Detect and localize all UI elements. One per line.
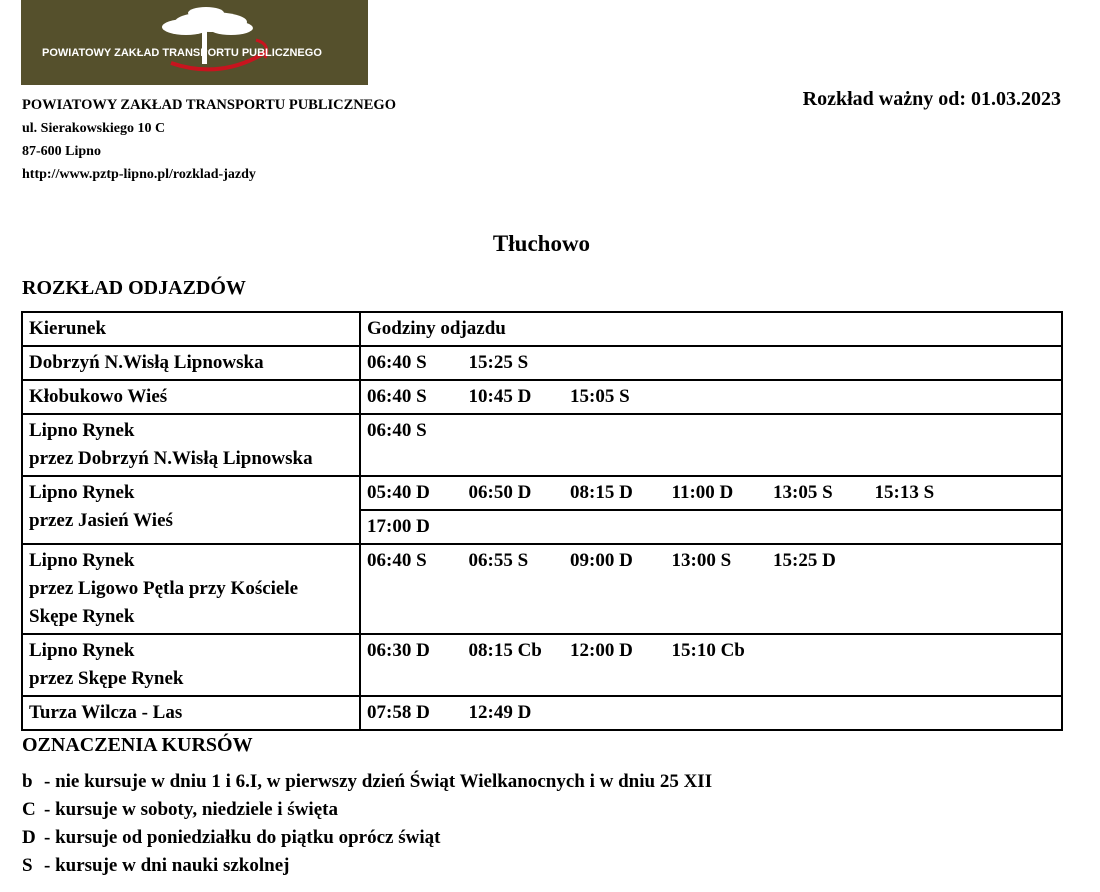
departure-time: 09:00 D bbox=[570, 550, 633, 571]
times-cell bbox=[360, 634, 1062, 696]
times-cell bbox=[360, 380, 1062, 414]
table-row bbox=[22, 544, 1062, 634]
legend-text: - nie kursuje w dniu 1 i 6.I, w pierwszy dzień Świąt Wielkanocnych i w dniu 25 XII bbox=[44, 771, 713, 792]
direction-line: przez Ligowo Pętla przy Kościele bbox=[29, 578, 299, 599]
legend-item bbox=[22, 824, 712, 852]
header-times: Godziny odjazdu bbox=[360, 312, 1062, 346]
direction-line: Dobrzyń N.Wisłą Lipnowska bbox=[29, 352, 264, 373]
legend-item bbox=[22, 768, 712, 796]
departure-time: 15:13 S bbox=[874, 482, 935, 503]
table-row bbox=[22, 380, 1062, 414]
legend-text: - kursuje od poniedziałku do piątku oprócz świąt bbox=[44, 827, 441, 848]
operator-address bbox=[22, 94, 396, 186]
departure-time: 08:15 D bbox=[570, 482, 633, 503]
times-cell bbox=[360, 544, 1062, 634]
times-cell bbox=[360, 510, 1062, 544]
departure-time: 06:40 S bbox=[367, 420, 427, 441]
operator-name: POWIATOWY ZAKŁAD TRANSPORTU PUBLICZNEGO bbox=[22, 97, 396, 113]
legend-item bbox=[22, 852, 712, 880]
departure-time: 17:00 D bbox=[367, 516, 430, 537]
departure-time: 15:05 S bbox=[570, 386, 630, 407]
departure-time: 12:00 D bbox=[570, 640, 633, 661]
departure-time: 10:45 D bbox=[468, 386, 532, 407]
direction-line: Lipno Rynek bbox=[29, 550, 135, 571]
table-row bbox=[22, 346, 1062, 380]
departure-time: 15:25 D bbox=[773, 550, 836, 571]
legend-code: S bbox=[22, 855, 33, 876]
operator-url[interactable]: http://www.pztp-lipno.pl/rozklad-jazdy bbox=[22, 167, 256, 182]
times-cell bbox=[360, 476, 1062, 510]
departure-time: 07:58 D bbox=[367, 702, 430, 723]
departure-time: 06:55 S bbox=[468, 550, 529, 571]
direction-cell bbox=[22, 414, 360, 476]
direction-line: przez Dobrzyń N.Wisłą Lipnowska bbox=[29, 448, 313, 469]
stop-name: Tłuchowo bbox=[492, 231, 591, 256]
departure-time: 05:40 D bbox=[367, 482, 430, 503]
times-cell bbox=[360, 414, 1062, 476]
departure-time: 06:50 D bbox=[468, 482, 532, 503]
legend-text: - kursuje w dni nauki szkolnej bbox=[44, 855, 290, 876]
legend-code: b bbox=[22, 771, 33, 792]
direction-line: przez Jasień Wieś bbox=[29, 510, 173, 531]
direction-line: Turza Wilcza - Las bbox=[29, 702, 183, 723]
direction-cell bbox=[22, 634, 360, 696]
times-cell bbox=[360, 696, 1062, 730]
direction-line: Lipno Rynek bbox=[29, 420, 135, 441]
departures-title: ROZKŁAD ODJAZDÓW bbox=[22, 277, 246, 299]
company-logo bbox=[21, 0, 368, 85]
direction-line: Skępe Rynek bbox=[29, 606, 135, 627]
direction-cell bbox=[22, 380, 360, 414]
departure-time: 13:05 S bbox=[773, 482, 833, 503]
departure-time: 11:00 D bbox=[671, 482, 734, 503]
table-row bbox=[22, 414, 1062, 476]
direction-cell bbox=[22, 696, 360, 730]
direction-line: Lipno Rynek bbox=[29, 640, 135, 661]
departure-time: 15:25 S bbox=[468, 352, 529, 373]
departure-time: 06:40 S bbox=[367, 352, 427, 373]
legend-code: D bbox=[22, 827, 36, 848]
table-row bbox=[22, 696, 1062, 730]
timetable bbox=[21, 311, 1063, 731]
legend-title: OZNACZENIA KURSÓW bbox=[22, 734, 253, 756]
legend-list bbox=[22, 768, 712, 880]
legend-text: - kursuje w soboty, niedziele i święta bbox=[44, 799, 338, 820]
direction-line: Lipno Rynek bbox=[29, 482, 135, 503]
direction-cell bbox=[22, 544, 360, 634]
tree-logo-icon bbox=[21, 0, 368, 85]
operator-street: ul. Sierakowskiego 10 C bbox=[22, 121, 166, 136]
operator-city: 87-600 Lipno bbox=[22, 144, 101, 159]
direction-line: przez Skępe Rynek bbox=[29, 668, 184, 689]
departure-time: 13:00 S bbox=[671, 550, 732, 571]
departure-time: 06:40 S bbox=[367, 550, 427, 571]
direction-line: Kłobukowo Wieś bbox=[29, 386, 168, 407]
times-cell bbox=[360, 346, 1062, 380]
direction-cell bbox=[22, 476, 360, 544]
departure-time: 15:10 Cb bbox=[671, 640, 745, 661]
departure-time: 08:15 Cb bbox=[468, 640, 542, 661]
table-row bbox=[22, 634, 1062, 696]
departure-time: 06:40 S bbox=[367, 386, 427, 407]
departure-time: 12:49 D bbox=[468, 702, 532, 723]
legend-item bbox=[22, 796, 712, 824]
legend-code: C bbox=[22, 799, 36, 820]
departure-time: 06:30 D bbox=[367, 640, 430, 661]
header-direction: Kierunek bbox=[22, 312, 360, 346]
direction-cell bbox=[22, 346, 360, 380]
table-row bbox=[22, 476, 1062, 510]
table-header-row bbox=[22, 312, 1062, 346]
logo-text: POWIATOWY ZAKŁAD TRANSPORTU PUBLICZNEGO bbox=[42, 47, 322, 59]
valid-from: Rozkład ważny od: 01.03.2023 bbox=[802, 88, 1061, 110]
